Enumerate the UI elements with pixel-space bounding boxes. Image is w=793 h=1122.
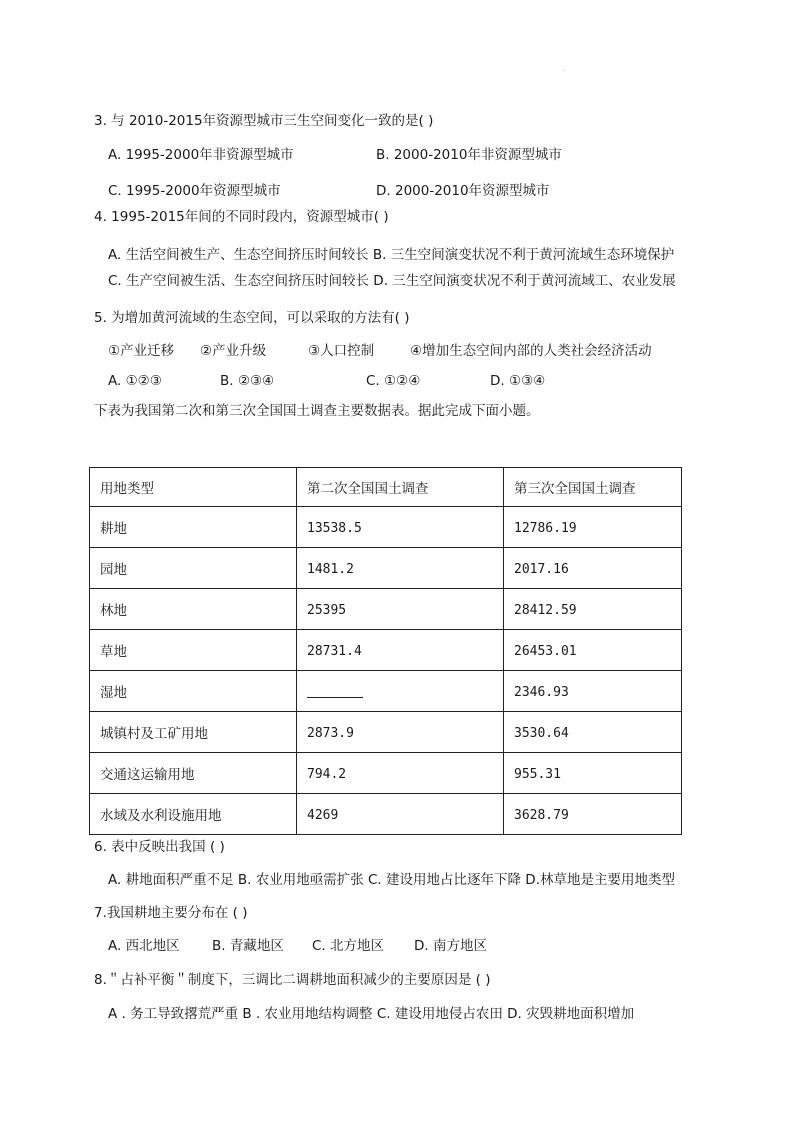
third-survey-cell: 26453.01	[504, 630, 682, 671]
question-7-option-a: A. 西北地区	[108, 938, 180, 954]
table-row	[90, 589, 682, 630]
question-7-stem: 7.我国耕地主要分布在 ( )	[94, 905, 248, 921]
page-marker: .	[562, 64, 565, 73]
third-survey-cell: 2346.93	[504, 671, 682, 712]
table-header-row	[90, 468, 682, 507]
header-third-survey: 第三次全国国土调查	[504, 468, 682, 507]
question-4-options-ab: A. 生活空间被生产、生态空间挤压时间较长 B. 三生空间演变状况不利于黄河流域生态环境保护	[108, 247, 675, 263]
land-type-cell: 园地	[90, 548, 297, 589]
question-5-item-3: ③人口控制	[308, 343, 375, 359]
table-row	[90, 794, 682, 835]
land-type-cell: 交通这运输用地	[90, 753, 297, 794]
third-survey-cell: 955.31	[504, 753, 682, 794]
second-survey-cell: 25395	[297, 589, 504, 630]
question-4-options-cd: C. 生产空间被生活、生态空间挤压时间较长 D. 三生空间演变状况不利于黄河流域工、农业发展	[108, 273, 676, 289]
second-survey-cell: 794.2	[297, 753, 504, 794]
table-row	[90, 548, 682, 589]
question-6-options: A. 耕地面积严重不足 B. 农业用地亟需扩张 C. 建设用地占比逐年下降 D.林草地是主要用地类型	[108, 872, 675, 888]
question-7-option-b: B. 青藏地区	[212, 938, 284, 954]
land-type-cell: 耕地	[90, 507, 297, 548]
question-4-stem: 4. 1995-2015年间的不同时段内，资源型城市( )	[94, 209, 389, 225]
second-survey-cell: 4269	[297, 794, 504, 835]
question-7-option-c: C. 北方地区	[312, 938, 385, 954]
question-5-option-c: C. ①②④	[366, 373, 421, 389]
question-3-stem: 3. 与 2010-2015年资源型城市三生空间变化一致的是( )	[94, 113, 434, 129]
third-survey-cell: 3530.64	[504, 712, 682, 753]
second-survey-cell: 1481.2	[297, 548, 504, 589]
question-3-option-d: D. 2000-2010年资源型城市	[376, 183, 550, 199]
question-5-item-4: ④增加生态空间内部的人类社会经济活动	[410, 343, 652, 359]
question-5-item-2: ②产业升级	[200, 343, 267, 359]
land-type-cell: 水域及水利设施用地	[90, 794, 297, 835]
question-3-option-b: B. 2000-2010年非资源型城市	[376, 147, 562, 163]
second-survey-cell: 2873.9	[297, 712, 504, 753]
question-3-option-a: A. 1995-2000年非资源型城市	[108, 147, 294, 163]
question-8-options: A . 务工导致撂荒严重 B . 农业用地结构调整 C. 建设用地侵占农田 D. 灾毁耕地面积增加	[108, 1006, 635, 1022]
question-5-option-d: D. ①③④	[490, 373, 546, 389]
question-5-item-1: ①产业迁移	[108, 343, 175, 359]
second-survey-cell: 28731.4	[297, 630, 504, 671]
header-land-type: 用地类型	[90, 468, 297, 507]
question-8-stem: 8.＂占补平衡＂制度下，三调比二调耕地面积减少的主要原因是 ( )	[94, 972, 491, 988]
blank-dash	[307, 687, 363, 698]
third-survey-cell: 2017.16	[504, 548, 682, 589]
question-7-option-d: D. 南方地区	[414, 938, 487, 954]
table-intro: 下表为我国第二次和第三次全国国土调查主要数据表。据此完成下面小题。	[94, 403, 540, 419]
header-second-survey: 第二次全国国土调查	[297, 468, 504, 507]
question-5-option-b: B. ②③④	[220, 373, 275, 389]
second-survey-blank-cell	[297, 671, 504, 712]
question-6-stem: 6. 表中反映出我国 ( )	[94, 839, 225, 855]
land-type-cell: 湿地	[90, 671, 297, 712]
third-survey-cell: 12786.19	[504, 507, 682, 548]
third-survey-cell: 28412.59	[504, 589, 682, 630]
question-5-stem: 5. 为增加黄河流域的生态空间，可以采取的方法有( )	[94, 310, 410, 326]
second-survey-cell: 13538.5	[297, 507, 504, 548]
question-5-option-a: A. ①②③	[108, 373, 162, 389]
table-row	[90, 507, 682, 548]
land-survey-table	[89, 467, 682, 835]
third-survey-cell: 3628.79	[504, 794, 682, 835]
table-row	[90, 712, 682, 753]
land-type-cell: 城镇村及工矿用地	[90, 712, 297, 753]
table-row	[90, 753, 682, 794]
land-type-cell: 草地	[90, 630, 297, 671]
table-row	[90, 671, 682, 712]
question-3-option-c: C. 1995-2000年资源型城市	[108, 183, 281, 199]
land-type-cell: 林地	[90, 589, 297, 630]
table-row	[90, 630, 682, 671]
